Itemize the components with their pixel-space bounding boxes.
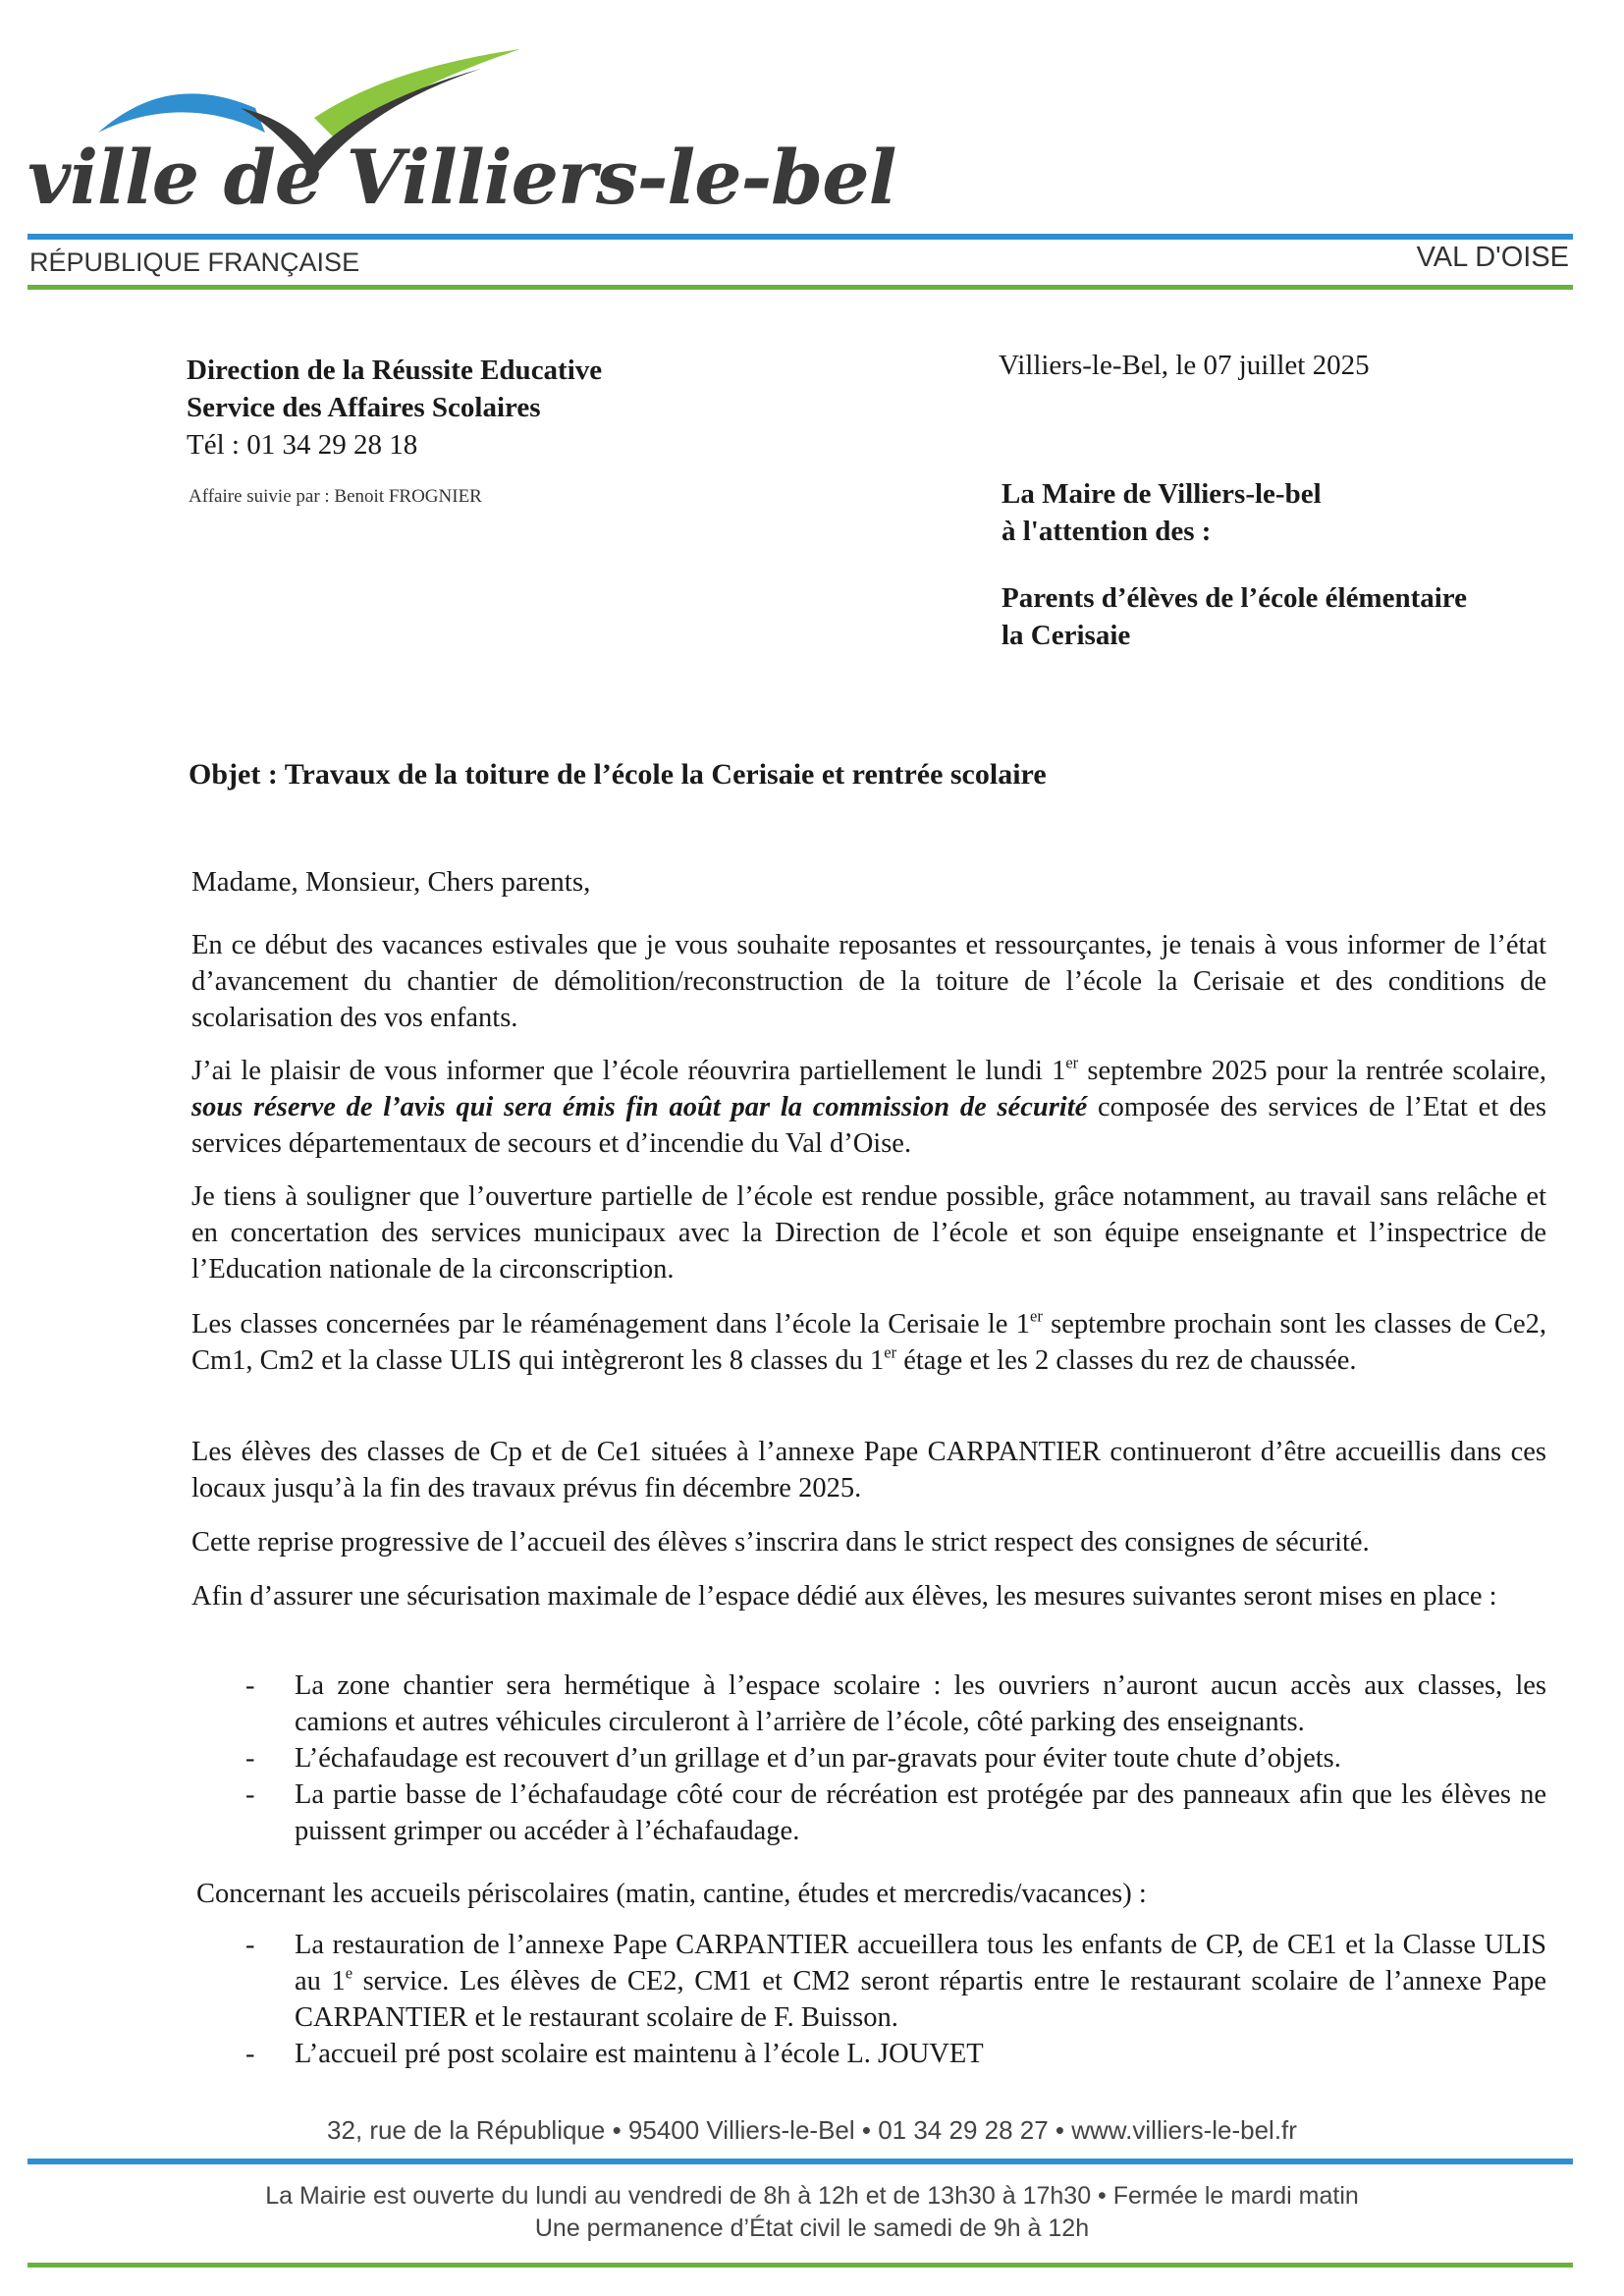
p2-text-a: J’ai le plaisir de vous informer que l’école réouvrira partiellement le lundi 1 — [191, 1056, 1066, 1086]
recipient-attention: à l'attention des : — [1001, 516, 1212, 547]
republique-label: RÉPUBLIQUE FRANÇAISE — [29, 247, 360, 277]
p4-sup-1: er — [1030, 1306, 1043, 1326]
bullet-list-safety — [191, 1667, 1546, 1849]
letter-date: Villiers-le-Bel, le 07 juillet 2025 — [999, 350, 1370, 381]
b2-sup: e — [345, 1963, 353, 1983]
sender-direction: Direction de la Réussite Educative — [187, 355, 603, 386]
list-item — [191, 1927, 1546, 2036]
p2-sup: er — [1065, 1053, 1079, 1072]
city-logo-text: ville de Villiers-le-bel — [27, 134, 896, 221]
list-item: - L’échafaudage est recouvert d’un grillage et d’un par-gravats pour éviter toute chute d’objets. — [191, 1740, 1546, 1777]
recipient-parents-line1: Parents d’élèves de l’école élémentaire — [1001, 582, 1468, 614]
b2-text-b: service. Les élèves de CE2, CM1 et CM2 seront répartis entre le restaurant scolaire de l’annexe Pape CARPANTIER et le restaurant scolaire de F. Buisson. — [295, 1966, 1546, 2033]
bullet-list-periscolaire — [191, 1927, 1546, 2072]
sender-service: Service des Affaires Scolaires — [187, 392, 541, 423]
sender-phone: Tél : 01 34 29 28 18 — [187, 429, 418, 461]
footer-rule-green — [27, 2263, 1573, 2268]
recipient-parents-line2: la Cerisaie — [1001, 620, 1131, 651]
header-rule-green — [27, 285, 1573, 290]
followed-by: Affaire suivie par : Benoit FROGNIER — [189, 486, 482, 507]
paragraph-1: En ce début des vacances estivales que je vous souhaite reposantes et ressourçantes, je tenais à vous informer de l’état d’avancement du chantier de démolition/reconstruction de la toiture de l’école la Cerisaie et des conditions de scolarisation des vos enfants. — [191, 930, 1546, 1033]
p4-text-a: Les classes concernées par le réaménagement dans l’école la Cerisaie le 1 — [191, 1309, 1030, 1339]
p4-text-c: étage et les 2 classes du rez de chaussée. — [896, 1345, 1357, 1376]
b2-text-a: La restauration de l’annexe Pape CARPANTIER accueillera tous les enfants de CP, de CE1 et la Classe ULIS au 1 — [295, 1930, 1546, 1996]
recipient-parents — [1001, 579, 1551, 654]
p4-sup-2: er — [884, 1342, 897, 1362]
footer-hours — [0, 2180, 1624, 2245]
list-item: - La partie basse de l’échafaudage côté cour de récréation est protégée par des panneaux afin que les élèves ne puissent grimper ou accéder à l’échafaudage. — [191, 1777, 1546, 1849]
footer-address: 32, rue de la République • 95400 Villiers-le-Bel • 01 34 29 28 27 • www.villiers-le-bel.fr — [327, 2115, 1297, 2145]
letter-subject: Objet : Travaux de la toiture de l’école la Cerisaie et rentrée scolaire — [189, 758, 1047, 791]
paragraph-8: Concernant les accueils périscolaires (matin, cantine, études et mercredis/vacances) : — [196, 1879, 1147, 1909]
paragraph-7: Afin d’assurer une sécurisation maximale de l’espace dédié aux élèves, les mesures suivantes seront mises en place : — [191, 1581, 1497, 1612]
department-label: VAL D'OISE — [1416, 242, 1569, 273]
sender-block — [187, 352, 602, 464]
footer-hours-line1: La Mairie est ouverte du lundi au vendredi de 8h à 12h et de 13h30 à 17h30 • Fermée le mardi matin — [265, 2182, 1359, 2210]
header-rule-blue — [27, 234, 1573, 240]
paragraph-5: Les élèves des classes de Cp et de Ce1 situées à l’annexe Pape CARPANTIER continueront d’être accueillis dans ces locaux jusqu’à la fin des travaux prévus fin décembre 2025. — [191, 1437, 1546, 1503]
list-item: - La zone chantier sera hermétique à l’espace scolaire : les ouvriers n’auront aucun accès aux classes, les camions et autres véhicules circuleront à l’arrière de l’école, côté parking des enseignants. — [191, 1667, 1546, 1740]
paragraph-6: Cette reprise progressive de l’accueil des élèves s’inscrira dans le strict respect des consignes de sécurité. — [191, 1527, 1370, 1558]
paragraph-2 — [191, 1053, 1546, 1162]
footer-hours-line2: Une permanence d’État civil le samedi de 9h à 12h — [534, 2214, 1090, 2242]
recipient-block — [1001, 475, 1551, 550]
recipient-mayor: La Maire de Villiers-le-bel — [1001, 478, 1322, 510]
paragraph-4 — [191, 1306, 1546, 1379]
p2-emphasis: sous réserve de l’avis qui sera émis fin août par la commission de sécurité — [191, 1092, 1088, 1122]
paragraph-3: Je tiens à souligner que l’ouverture partielle de l’école est rendue possible, grâce notamment, au travail sans relâche et en concertation des services municipaux avec la Direction de l’école et son équipe enseignante et l’inspectrice de l’Education nationale de la circonscription. — [191, 1181, 1546, 1285]
p2-text-c: composée des services de l’Etat et des services départementaux de secours et d’incendie du Val d’Oise. — [191, 1092, 1546, 1159]
p2-text-b: septembre 2025 pour la rentrée scolaire, — [1078, 1056, 1546, 1086]
greeting: Madame, Monsieur, Chers parents, — [191, 866, 591, 898]
footer-rule-blue — [27, 2159, 1573, 2164]
list-item: - L’accueil pré post scolaire est maintenu à l’école L. JOUVET — [191, 2036, 1546, 2072]
p4-text-b: septembre prochain sont les classes de Ce2, Cm1, Cm2 et la classe ULIS qui intègreront les 8 classes du 1 — [191, 1309, 1546, 1376]
